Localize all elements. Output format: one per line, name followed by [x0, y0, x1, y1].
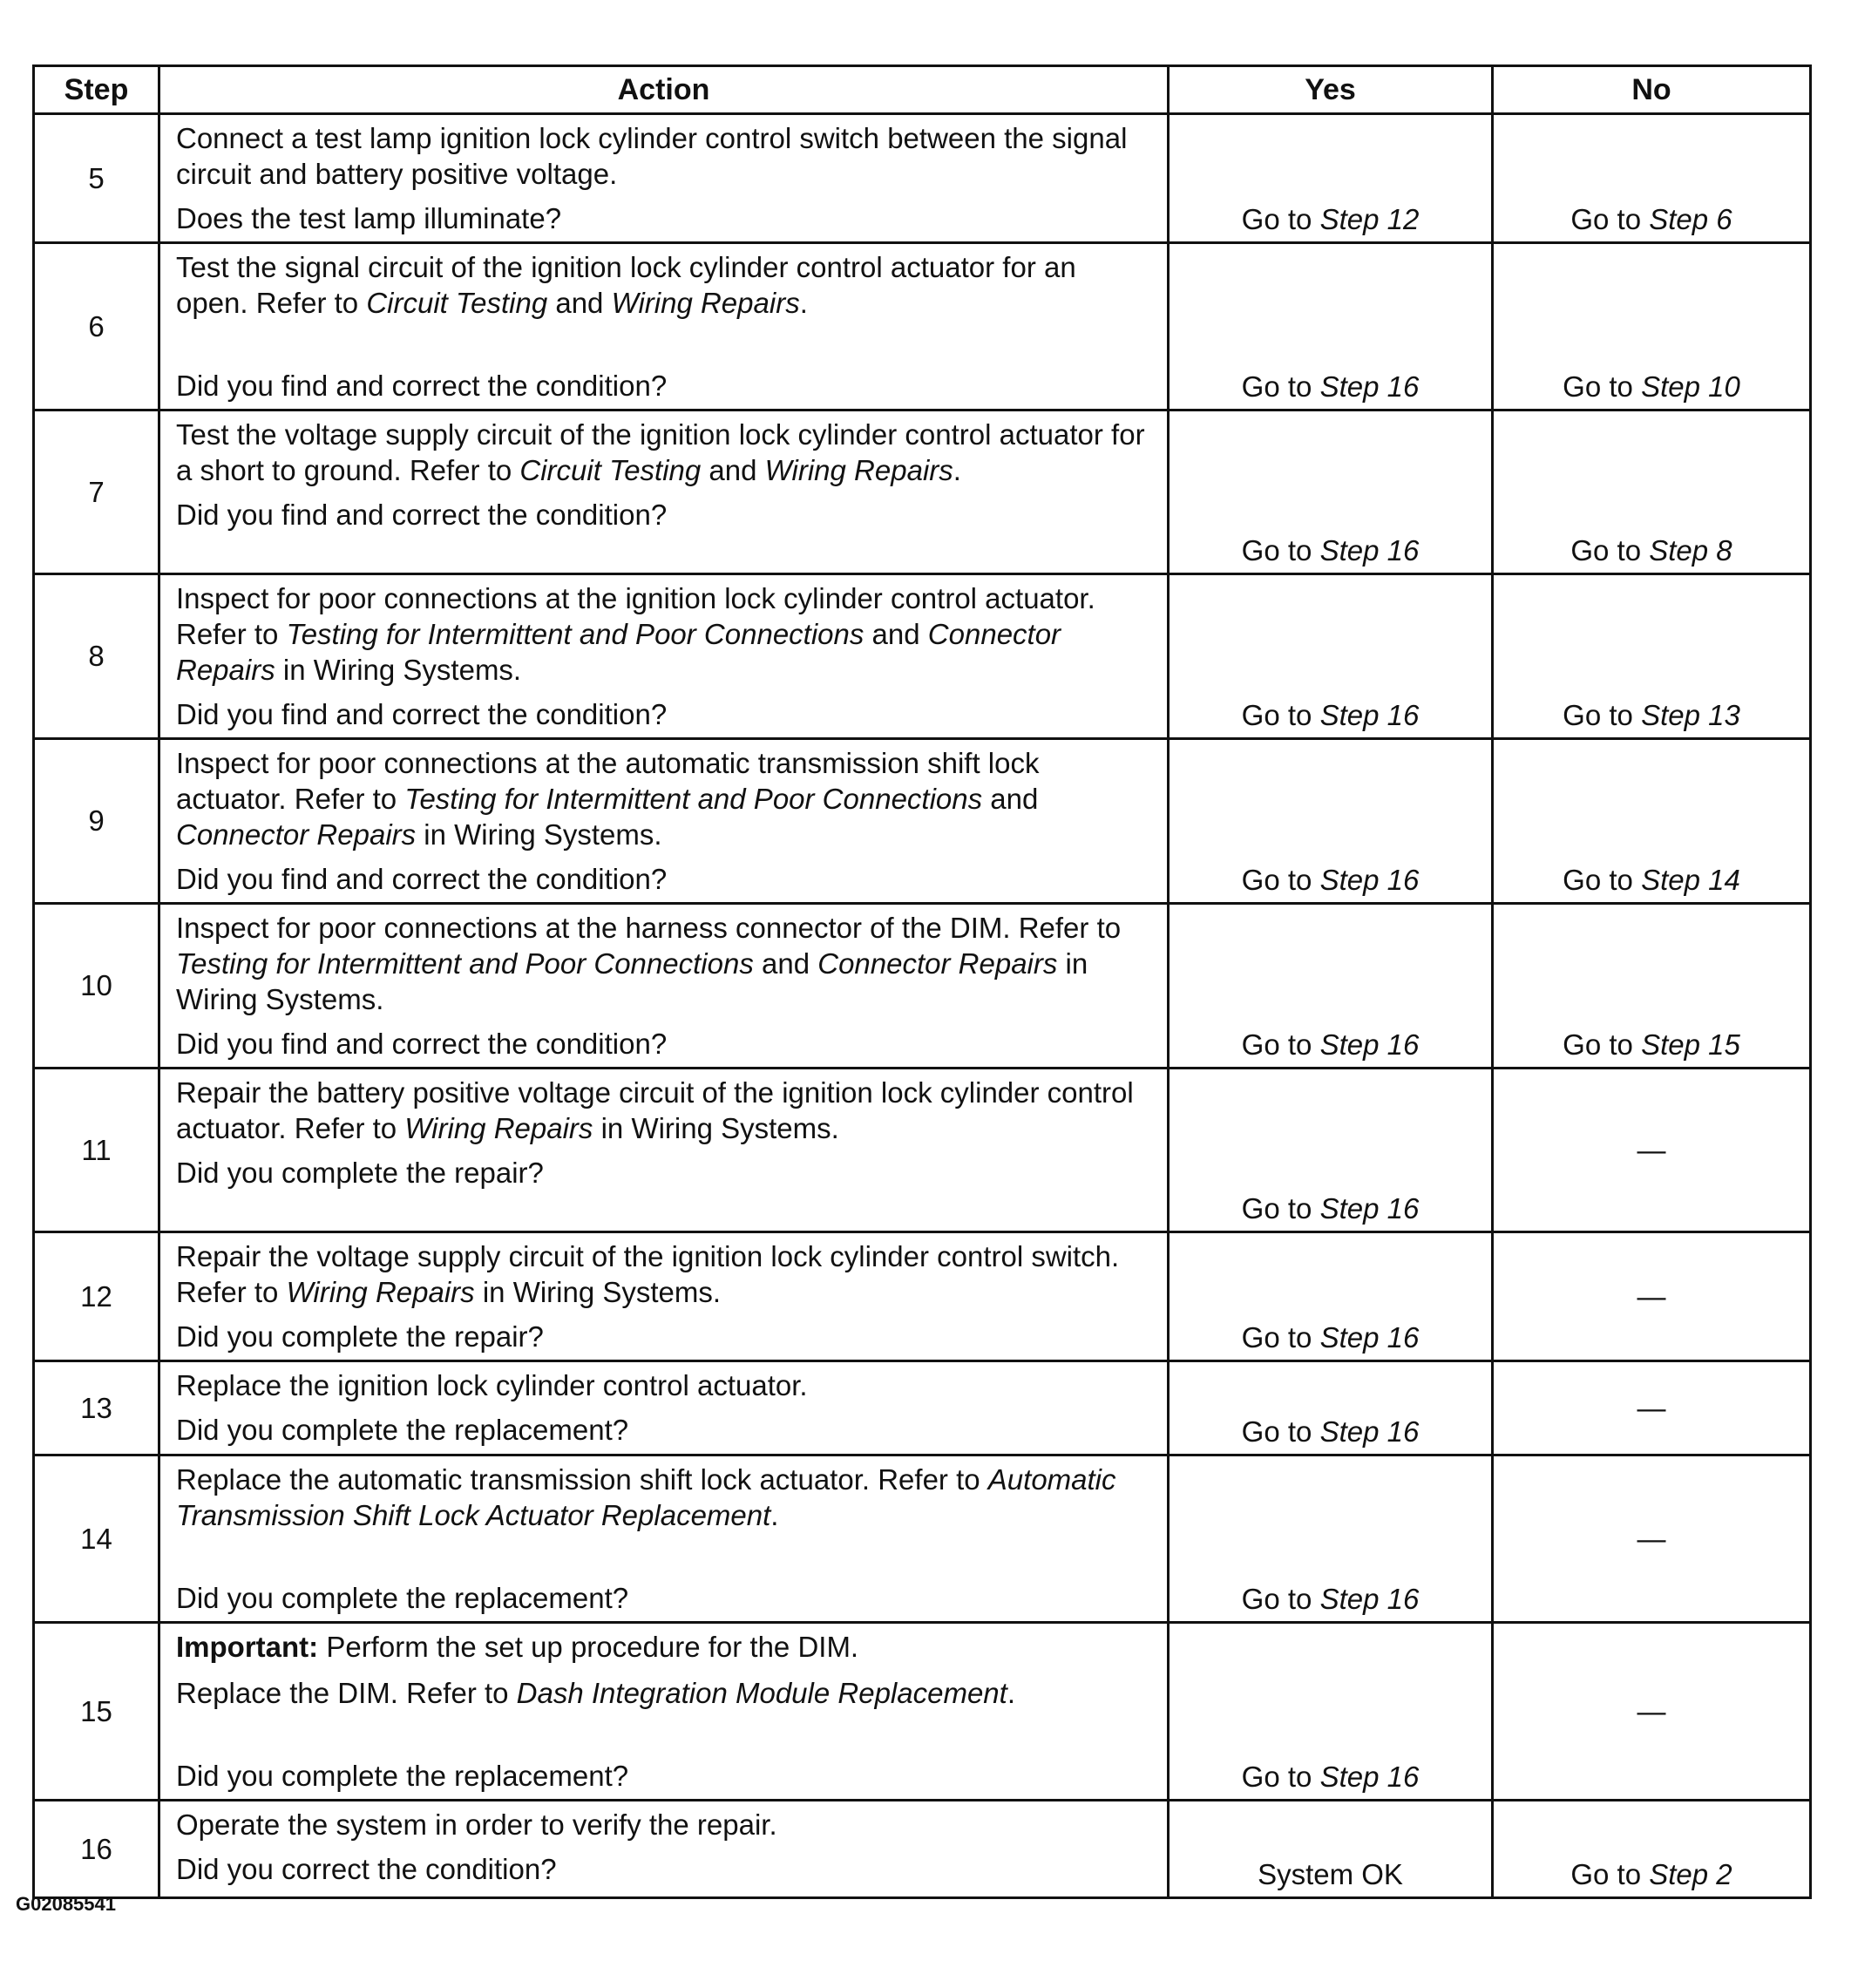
table-row: [34, 1069, 1811, 1232]
yes-result: [1170, 370, 1491, 404]
header-row: [34, 66, 1811, 114]
action-question: Did you complete the repair?: [176, 1320, 544, 1353]
step-number: 12: [34, 1232, 159, 1361]
goto-prefix: Go to: [1570, 534, 1650, 567]
action-cell: [159, 1069, 1169, 1232]
goto-step-ref: Step 6: [1649, 203, 1732, 235]
goto-prefix: Go to: [1241, 1761, 1320, 1793]
goto-step-ref: Step 16: [1319, 1415, 1420, 1448]
not-applicable-dash: —: [1637, 1133, 1666, 1166]
yes-cell: [1169, 243, 1493, 410]
yes-cell: [1169, 410, 1493, 574]
action-instruction: [176, 745, 1151, 852]
no-result: [1494, 203, 1809, 236]
action-instruction: [176, 1075, 1151, 1146]
no-result: [1494, 534, 1809, 567]
step-number: 11: [34, 1069, 159, 1232]
yes-result: [1170, 1028, 1491, 1062]
reference-link-text: Automatic Transmission Shift Lock Actuator Replacement: [176, 1463, 1116, 1531]
action-cell: [159, 574, 1169, 739]
goto-step-ref: Step 14: [1641, 864, 1740, 896]
yes-result: [1170, 534, 1491, 567]
yes-result: [1170, 1583, 1491, 1616]
instruction-text: .: [770, 1499, 779, 1531]
yes-result: [1170, 699, 1491, 732]
figure-id: G02085541: [16, 1893, 116, 1915]
step-number: 10: [34, 904, 159, 1069]
no-result: [1494, 370, 1809, 404]
instruction-text: in Wiring Systems.: [474, 1276, 722, 1308]
table-row: [34, 1361, 1811, 1455]
no-cell: [1493, 410, 1811, 574]
step-number: 9: [34, 739, 159, 904]
not-applicable-dash: —: [1637, 1694, 1666, 1727]
reference-link-text: Connector Repairs: [817, 947, 1058, 980]
action-instruction: [176, 1238, 1151, 1310]
goto-prefix: Go to: [1241, 1028, 1320, 1061]
table-row: [34, 243, 1811, 410]
goto-prefix: Go to: [1241, 864, 1320, 896]
goto-prefix: Go to: [1563, 864, 1642, 896]
action-question: Did you complete the repair?: [176, 1157, 544, 1189]
action-instruction: [176, 249, 1151, 321]
step-number: 8: [34, 574, 159, 739]
instruction-text: and: [982, 783, 1047, 815]
goto-step-ref: Step 16: [1319, 1192, 1420, 1225]
action-cell: [159, 1361, 1169, 1455]
goto-prefix: Go to: [1563, 699, 1642, 731]
instruction-text: Connect a test lamp ignition lock cylinder control switch between the signal circuit and battery positive voltage.: [176, 122, 1136, 190]
action-question: Does the test lamp illuminate?: [176, 202, 562, 234]
goto-prefix: Go to: [1241, 1321, 1320, 1354]
action-question: Did you find and correct the condition?: [176, 698, 668, 730]
action-instruction: [176, 417, 1151, 488]
goto-step-ref: Step 8: [1649, 534, 1732, 567]
no-cell: [1493, 1801, 1811, 1898]
goto-step-ref: Step 16: [1319, 1028, 1420, 1061]
action-question: Did you find and correct the condition?: [176, 499, 668, 531]
important-note: [176, 1629, 1151, 1665]
reference-link-text: Wiring Repairs: [404, 1112, 593, 1144]
yes-result: [1170, 203, 1491, 236]
instruction-text: in Wiring Systems.: [593, 1112, 839, 1144]
yes-cell: [1169, 739, 1493, 904]
instruction-text: Replace the ignition lock cylinder control actuator.: [176, 1369, 808, 1401]
step-number: 7: [34, 410, 159, 574]
goto-step-ref: Step 15: [1641, 1028, 1740, 1061]
yes-result: [1170, 1321, 1491, 1354]
instruction-text: Test the signal circuit of the ignition lock cylinder control actuator for an open. Refer to: [176, 251, 1084, 319]
reference-link-text: Testing for Intermittent and Poor Connections: [286, 618, 864, 650]
yes-cell: [1169, 574, 1493, 739]
yes-cell: [1169, 114, 1493, 243]
action-question: Did you complete the replacement?: [176, 1582, 629, 1614]
goto-step-ref: Step 16: [1319, 1321, 1420, 1354]
col-header-action: Action: [159, 66, 1169, 114]
goto-prefix: Go to: [1241, 534, 1320, 567]
instruction-text: Replace the automatic transmission shift lock actuator. Refer to: [176, 1463, 988, 1496]
yes-cell: [1169, 1361, 1493, 1455]
action-cell: [159, 904, 1169, 1069]
important-label: Important:: [176, 1631, 319, 1663]
instruction-text: Repair the battery positive voltage circuit of the ignition lock cylinder control actuator. Refer to: [176, 1076, 1142, 1144]
reference-link-text: Testing for Intermittent and Poor Connections: [176, 947, 754, 980]
goto-step-ref: Step 16: [1319, 370, 1420, 403]
yes-result: [1170, 1858, 1491, 1891]
goto-prefix: Go to: [1563, 370, 1642, 403]
goto-step-ref: Step 16: [1319, 699, 1420, 731]
goto-prefix: Go to: [1241, 699, 1320, 731]
table-row: [34, 1232, 1811, 1361]
action-question: Did you find and correct the condition?: [176, 370, 668, 402]
action-question: Did you correct the condition?: [176, 1853, 557, 1885]
instruction-text: Replace the DIM. Refer to: [176, 1677, 517, 1709]
reference-link-text: Testing for Intermittent and Poor Connections: [404, 783, 983, 815]
reference-link-text: Wiring Repairs: [286, 1276, 475, 1308]
instruction-text: and: [701, 454, 765, 486]
action-instruction: [176, 910, 1151, 1017]
reference-link-text: Connector Repairs: [176, 818, 417, 851]
not-applicable-dash: —: [1637, 1522, 1666, 1555]
reference-link-text: Dash Integration Module Replacement: [516, 1677, 1007, 1709]
reference-link-text: Circuit Testing: [519, 454, 702, 486]
table-row: [34, 904, 1811, 1069]
diagnostic-table: [32, 64, 1812, 1899]
instruction-text: and: [864, 618, 928, 650]
action-cell: [159, 243, 1169, 410]
action-instruction: [176, 120, 1151, 192]
step-number: 5: [34, 114, 159, 243]
yes-result: [1170, 1415, 1491, 1449]
goto-prefix: Go to: [1563, 1028, 1642, 1061]
instruction-text: Operate the system in order to verify the repair.: [176, 1808, 777, 1841]
action-instruction: [176, 580, 1151, 688]
step-number: 6: [34, 243, 159, 410]
table-row: [34, 1623, 1811, 1801]
yes-cell: [1169, 1455, 1493, 1623]
goto-prefix: Go to: [1241, 370, 1320, 403]
instruction-text: Test the voltage supply circuit of the ignition lock cylinder control actuator for a short to ground. Refer to: [176, 418, 1153, 486]
table-row: [34, 574, 1811, 739]
instruction-text: Inspect for poor connections at the ignition lock cylinder control actuator. Refer to: [176, 582, 1103, 650]
step-number: 16: [34, 1801, 159, 1898]
reference-link-text: Wiring Repairs: [764, 454, 953, 486]
instruction-text: in Wiring Systems.: [176, 947, 1096, 1015]
goto-step-ref: Step 12: [1319, 203, 1420, 235]
goto-step-ref: Step 10: [1641, 370, 1740, 403]
action-instruction: [176, 1807, 1151, 1842]
action-cell: [159, 1455, 1169, 1623]
no-result: [1494, 699, 1809, 732]
instruction-text: .: [953, 454, 961, 486]
instruction-text: in Wiring Systems.: [275, 654, 522, 686]
yes-cell: [1169, 1232, 1493, 1361]
action-cell: [159, 1232, 1169, 1361]
important-text: Perform the set up procedure for the DIM.: [318, 1631, 859, 1663]
step-number: 14: [34, 1455, 159, 1623]
goto-step-ref: Step 13: [1641, 699, 1740, 731]
step-number: 15: [34, 1623, 159, 1801]
instruction-text: .: [1007, 1677, 1016, 1709]
goto-prefix: Go to: [1241, 1192, 1320, 1225]
instruction-text: and: [753, 947, 818, 980]
not-applicable-dash: —: [1637, 1391, 1666, 1424]
step-number: 13: [34, 1361, 159, 1455]
action-question: Did you find and correct the condition?: [176, 863, 668, 895]
instruction-text: Inspect for poor connections at the harness connector of the DIM. Refer to: [176, 912, 1129, 944]
instruction-text: Inspect for poor connections at the automatic transmission shift lock actuator. Refer to: [176, 747, 1048, 815]
action-instruction: [176, 1675, 1151, 1711]
action-cell: [159, 739, 1169, 904]
no-cell: [1493, 739, 1811, 904]
action-cell: [159, 1623, 1169, 1801]
action-instruction: [176, 1462, 1151, 1533]
instruction-text: in Wiring Systems.: [416, 818, 662, 851]
goto-prefix: Go to: [1241, 203, 1320, 235]
yes-cell: [1169, 1623, 1493, 1801]
col-header-step: Step: [34, 66, 159, 114]
action-question: Did you complete the replacement?: [176, 1760, 629, 1792]
action-instruction: [176, 1367, 1151, 1403]
no-result: [1494, 1028, 1809, 1062]
goto-prefix: Go to: [1241, 1415, 1320, 1448]
action-cell: [159, 114, 1169, 243]
table-row: [34, 1455, 1811, 1623]
no-cell: [1493, 1361, 1811, 1455]
instruction-text: Repair the voltage supply circuit of the ignition lock cylinder control switch. Refer to: [176, 1240, 1128, 1308]
not-applicable-dash: —: [1637, 1279, 1666, 1313]
yes-cell: [1169, 1069, 1493, 1232]
col-header-yes: Yes: [1169, 66, 1493, 114]
instruction-text: .: [799, 287, 808, 319]
yes-cell: [1169, 1801, 1493, 1898]
goto-prefix: Go to: [1570, 1858, 1650, 1890]
reference-link-text: Circuit Testing: [366, 287, 548, 319]
yes-result: [1170, 864, 1491, 897]
no-cell: [1493, 904, 1811, 1069]
yes-result: [1170, 1761, 1491, 1794]
no-cell: [1493, 1069, 1811, 1232]
yes-cell: [1169, 904, 1493, 1069]
action-cell: [159, 410, 1169, 574]
no-cell: [1493, 1623, 1811, 1801]
table-row: [34, 739, 1811, 904]
no-cell: [1493, 574, 1811, 739]
instruction-text: and: [547, 287, 612, 319]
action-question: Did you find and correct the condition?: [176, 1028, 668, 1060]
table-row: [34, 1801, 1811, 1898]
goto-step-ref: Step 2: [1649, 1858, 1732, 1890]
reference-link-text: Connector Repairs: [176, 618, 1061, 686]
yes-result: [1170, 1192, 1491, 1225]
no-cell: [1493, 243, 1811, 410]
col-header-no: No: [1493, 66, 1811, 114]
goto-prefix: Go to: [1241, 1583, 1320, 1615]
goto-step-ref: Step 16: [1319, 864, 1420, 896]
table-row: [34, 114, 1811, 243]
goto-prefix: Go to: [1570, 203, 1650, 235]
no-result: [1494, 1858, 1809, 1891]
reference-link-text: Wiring Repairs: [611, 287, 800, 319]
no-cell: [1493, 1455, 1811, 1623]
table-row: [34, 410, 1811, 574]
goto-step-ref: Step 16: [1319, 1583, 1420, 1615]
goto-step-ref: Step 16: [1319, 1761, 1420, 1793]
action-question: Did you complete the replacement?: [176, 1414, 629, 1446]
no-cell: [1493, 1232, 1811, 1361]
no-cell: [1493, 114, 1811, 243]
action-cell: [159, 1801, 1169, 1898]
goto-step-ref: Step 16: [1319, 534, 1420, 567]
result-text: System OK: [1258, 1858, 1403, 1890]
no-result: [1494, 864, 1809, 897]
